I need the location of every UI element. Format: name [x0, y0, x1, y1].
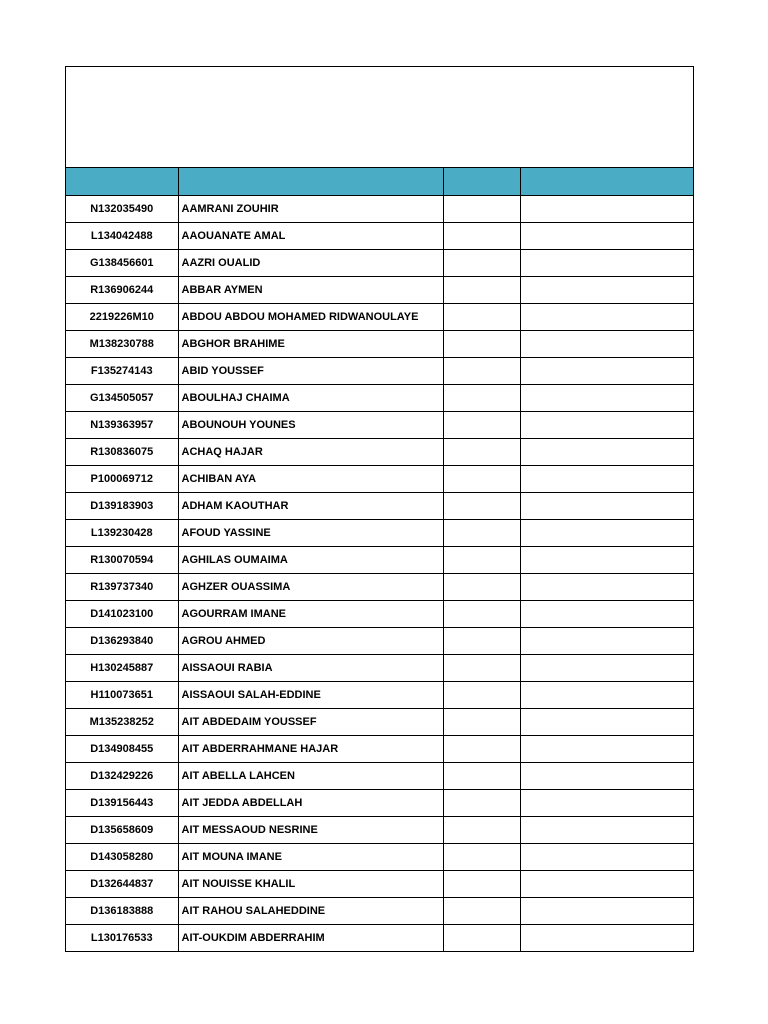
empty-cell: [443, 277, 520, 304]
empty-cell: [520, 466, 693, 493]
empty-cell: [443, 250, 520, 277]
table-row: [66, 277, 693, 304]
student-name-cell: AIT ABELLA LAHCEN: [178, 763, 443, 790]
empty-cell: [443, 466, 520, 493]
empty-cell: [443, 223, 520, 250]
student-name-cell: ABBAR AYMEN: [178, 277, 443, 304]
student-id-cell: R136906244: [66, 277, 178, 304]
student-name-cell: ABID YOUSSEF: [178, 358, 443, 385]
empty-cell: [443, 358, 520, 385]
empty-cell: [520, 412, 693, 439]
empty-cell: [443, 547, 520, 574]
student-table: [66, 168, 693, 951]
header-cell-col3: [443, 168, 520, 196]
student-id-cell: D139183903: [66, 493, 178, 520]
student-id-cell: P100069712: [66, 466, 178, 493]
title-area: [66, 67, 693, 168]
student-id-cell: D134908455: [66, 736, 178, 763]
student-id-cell: M138230788: [66, 331, 178, 358]
student-name-cell: AIT-OUKDIM ABDERRAHIM: [178, 925, 443, 952]
header-cell-id: [66, 168, 178, 196]
table-row: [66, 925, 693, 952]
empty-cell: [520, 304, 693, 331]
empty-cell: [520, 520, 693, 547]
empty-cell: [443, 736, 520, 763]
student-id-cell: G138456601: [66, 250, 178, 277]
empty-cell: [520, 655, 693, 682]
empty-cell: [443, 304, 520, 331]
table-row: [66, 493, 693, 520]
empty-cell: [520, 628, 693, 655]
student-name-cell: ABOULHAJ CHAIMA: [178, 385, 443, 412]
student-id-cell: R130836075: [66, 439, 178, 466]
table-row: [66, 331, 693, 358]
empty-cell: [443, 763, 520, 790]
student-id-cell: N139363957: [66, 412, 178, 439]
student-name-cell: AISSAOUI SALAH-EDDINE: [178, 682, 443, 709]
empty-cell: [520, 709, 693, 736]
student-name-cell: ADHAM KAOUTHAR: [178, 493, 443, 520]
empty-cell: [520, 925, 693, 952]
table-row: [66, 223, 693, 250]
student-name-cell: ABOUNOUH YOUNES: [178, 412, 443, 439]
table-row: [66, 250, 693, 277]
table-row: [66, 520, 693, 547]
student-id-cell: F135274143: [66, 358, 178, 385]
student-id-cell: M135238252: [66, 709, 178, 736]
empty-cell: [443, 520, 520, 547]
empty-cell: [443, 331, 520, 358]
table-row: [66, 439, 693, 466]
table-row: [66, 412, 693, 439]
empty-cell: [443, 817, 520, 844]
empty-cell: [520, 871, 693, 898]
empty-cell: [520, 439, 693, 466]
student-name-cell: AGHZER OUASSIMA: [178, 574, 443, 601]
empty-cell: [443, 709, 520, 736]
student-name-cell: AAZRI OUALID: [178, 250, 443, 277]
empty-cell: [520, 358, 693, 385]
student-name-cell: AIT NOUISSE KHALIL: [178, 871, 443, 898]
empty-cell: [520, 223, 693, 250]
empty-cell: [443, 682, 520, 709]
student-name-cell: AGROU AHMED: [178, 628, 443, 655]
student-id-cell: D135658609: [66, 817, 178, 844]
table-row: [66, 817, 693, 844]
student-list-sheet: [65, 66, 694, 952]
student-id-cell: R130070594: [66, 547, 178, 574]
empty-cell: [443, 439, 520, 466]
student-id-cell: D136293840: [66, 628, 178, 655]
empty-cell: [520, 790, 693, 817]
student-id-cell: G134505057: [66, 385, 178, 412]
student-name-cell: ACHIBAN AYA: [178, 466, 443, 493]
student-name-cell: ABGHOR BRAHIME: [178, 331, 443, 358]
table-row: [66, 601, 693, 628]
table-row: [66, 790, 693, 817]
empty-cell: [443, 493, 520, 520]
table-row: [66, 682, 693, 709]
student-name-cell: AIT ABDERRAHMANE HAJAR: [178, 736, 443, 763]
table-row: [66, 844, 693, 871]
empty-cell: [520, 277, 693, 304]
table-row: [66, 574, 693, 601]
empty-cell: [443, 628, 520, 655]
empty-cell: [443, 844, 520, 871]
table-row: [66, 655, 693, 682]
empty-cell: [520, 385, 693, 412]
empty-cell: [520, 574, 693, 601]
student-name-cell: AIT JEDDA ABDELLAH: [178, 790, 443, 817]
empty-cell: [520, 196, 693, 223]
empty-cell: [443, 871, 520, 898]
empty-cell: [520, 682, 693, 709]
student-name-cell: AIT MESSAOUD NESRINE: [178, 817, 443, 844]
header-cell-col4: [520, 168, 693, 196]
table-row: [66, 196, 693, 223]
student-id-cell: D143058280: [66, 844, 178, 871]
empty-cell: [443, 925, 520, 952]
empty-cell: [520, 736, 693, 763]
student-id-cell: 2219226M10: [66, 304, 178, 331]
empty-cell: [520, 844, 693, 871]
table-row: [66, 709, 693, 736]
student-id-cell: D141023100: [66, 601, 178, 628]
empty-cell: [520, 331, 693, 358]
empty-cell: [443, 790, 520, 817]
student-id-cell: L139230428: [66, 520, 178, 547]
student-name-cell: ACHAQ HAJAR: [178, 439, 443, 466]
header-cell-name: [178, 168, 443, 196]
student-id-cell: H130245887: [66, 655, 178, 682]
empty-cell: [443, 196, 520, 223]
empty-cell: [520, 493, 693, 520]
table-row: [66, 466, 693, 493]
table-row: [66, 358, 693, 385]
student-id-cell: D136183888: [66, 898, 178, 925]
student-name-cell: AISSAOUI RABIA: [178, 655, 443, 682]
student-id-cell: N132035490: [66, 196, 178, 223]
empty-cell: [520, 763, 693, 790]
table-row: [66, 898, 693, 925]
table-header-row: [66, 168, 693, 196]
empty-cell: [443, 601, 520, 628]
table-row: [66, 304, 693, 331]
empty-cell: [520, 817, 693, 844]
empty-cell: [443, 385, 520, 412]
empty-cell: [443, 898, 520, 925]
empty-cell: [443, 412, 520, 439]
student-id-cell: D132429226: [66, 763, 178, 790]
empty-cell: [520, 898, 693, 925]
empty-cell: [520, 601, 693, 628]
student-name-cell: AAOUANATE AMAL: [178, 223, 443, 250]
table-row: [66, 736, 693, 763]
table-row: [66, 871, 693, 898]
table-body: [66, 196, 693, 952]
student-name-cell: AAMRANI ZOUHIR: [178, 196, 443, 223]
student-name-cell: AGHILAS OUMAIMA: [178, 547, 443, 574]
empty-cell: [520, 547, 693, 574]
student-name-cell: AIT MOUNA IMANE: [178, 844, 443, 871]
table-row: [66, 547, 693, 574]
student-id-cell: D132644837: [66, 871, 178, 898]
student-name-cell: ABDOU ABDOU MOHAMED RIDWANOULAYE: [178, 304, 443, 331]
student-id-cell: D139156443: [66, 790, 178, 817]
student-id-cell: H110073651: [66, 682, 178, 709]
student-id-cell: L134042488: [66, 223, 178, 250]
empty-cell: [443, 655, 520, 682]
student-id-cell: L130176533: [66, 925, 178, 952]
empty-cell: [520, 250, 693, 277]
table-row: [66, 385, 693, 412]
student-name-cell: AIT ABDEDAIM YOUSSEF: [178, 709, 443, 736]
student-name-cell: AIT RAHOU SALAHEDDINE: [178, 898, 443, 925]
student-name-cell: AGOURRAM IMANE: [178, 601, 443, 628]
empty-cell: [443, 574, 520, 601]
student-name-cell: AFOUD YASSINE: [178, 520, 443, 547]
table-row: [66, 763, 693, 790]
student-id-cell: R139737340: [66, 574, 178, 601]
table-row: [66, 628, 693, 655]
